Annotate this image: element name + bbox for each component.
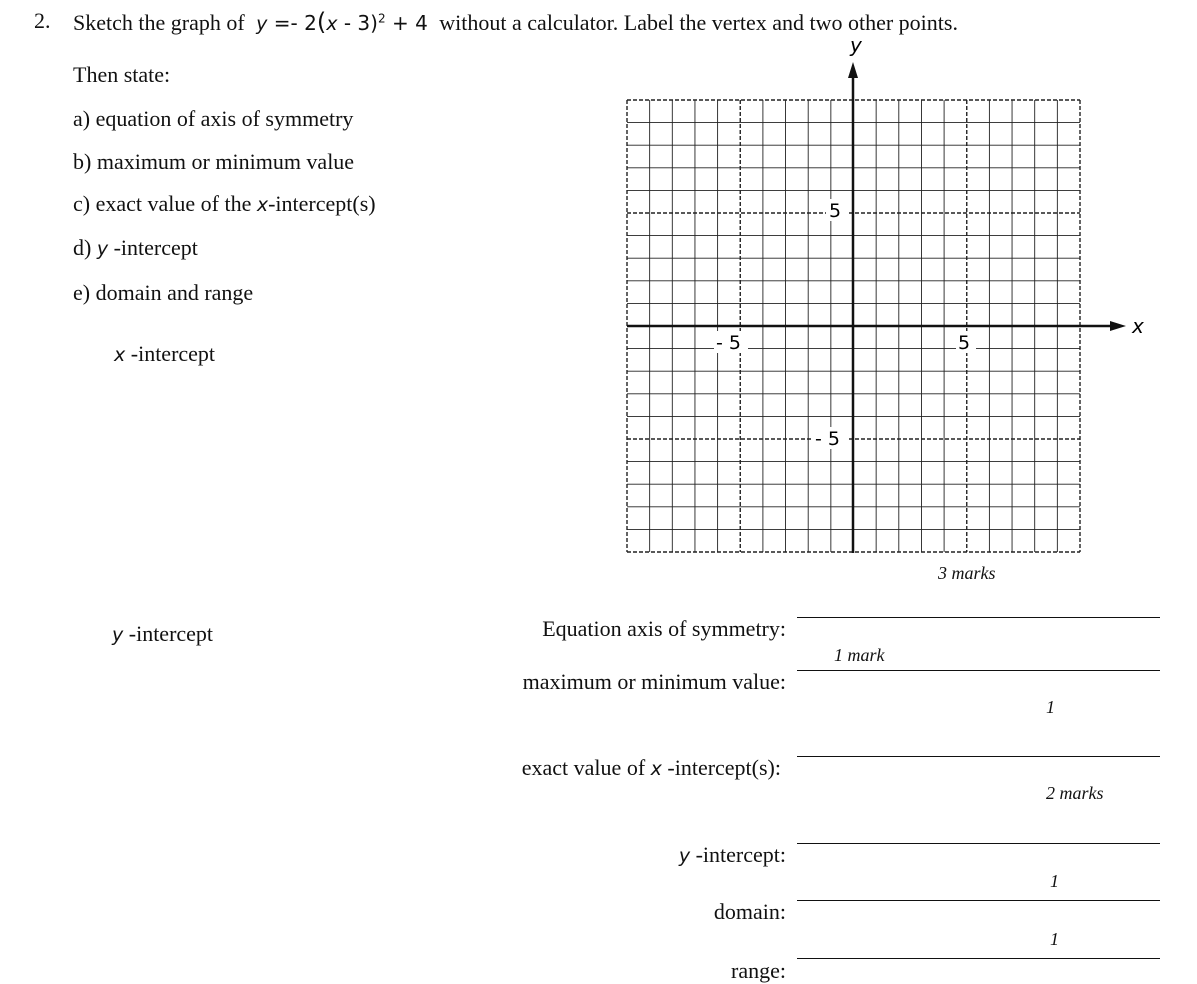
question-lead: Sketch the graph of bbox=[73, 10, 245, 35]
axis-symmetry-marks: 1 mark bbox=[834, 645, 885, 665]
item-c-post: -intercept(s) bbox=[268, 191, 376, 216]
axis-symmetry-label: Equation axis of symmetry: bbox=[542, 616, 786, 641]
item-d-post: -intercept bbox=[113, 235, 198, 260]
item-c-pre: c) exact value of the bbox=[73, 191, 252, 216]
y-axis-label: y bbox=[850, 33, 862, 57]
eq-exp: 2 bbox=[377, 11, 386, 26]
question-tail: without a calculator. Label the vertex and two other points. bbox=[439, 10, 958, 35]
item-d-var: y bbox=[96, 238, 109, 260]
work-y-var: y bbox=[112, 624, 124, 646]
graph-marks: 3 marks bbox=[938, 563, 996, 583]
y-intercept-var: y bbox=[678, 845, 691, 867]
x-intercepts-label bbox=[441, 755, 781, 781]
item-a: a) equation of axis of symmetry bbox=[73, 106, 354, 131]
x-intercepts-answer-line[interactable] bbox=[797, 756, 1160, 757]
maxmin-answer-line[interactable] bbox=[797, 670, 1160, 671]
x-intercepts-marks: 2 marks bbox=[1046, 783, 1104, 803]
eq-x: x bbox=[326, 13, 338, 35]
work-y-label: -intercept bbox=[128, 621, 214, 646]
axis-symmetry-answer-line[interactable] bbox=[797, 617, 1160, 618]
item-e: e) domain and range bbox=[73, 280, 254, 305]
tick-neg5-y: - 5 bbox=[815, 428, 840, 450]
work-x-intercept bbox=[114, 341, 215, 367]
question-number: 2. bbox=[34, 8, 51, 33]
domain-answer-line[interactable] bbox=[797, 900, 1160, 901]
range-label: range: bbox=[731, 958, 786, 983]
domain-marks: 1 bbox=[1050, 929, 1059, 949]
item-c-var: x bbox=[256, 194, 269, 216]
x-intercepts-post: -intercept(s): bbox=[667, 755, 781, 780]
maxmin-label: maximum or minimum value: bbox=[522, 669, 786, 694]
eq-paren-close: ) bbox=[370, 11, 378, 35]
range-answer-line[interactable] bbox=[797, 958, 1160, 959]
eq-eq: =- 2 bbox=[273, 11, 317, 35]
tick-neg5-x: - 5 bbox=[716, 332, 741, 354]
work-y-intercept bbox=[112, 621, 213, 647]
x-intercepts-pre: exact value of bbox=[521, 755, 646, 780]
item-c bbox=[73, 191, 376, 217]
eq-paren-open: ( bbox=[316, 8, 327, 36]
x-axis-arrow bbox=[1110, 321, 1126, 331]
work-x-var: x bbox=[114, 344, 126, 366]
then-state: Then state: bbox=[73, 62, 171, 87]
item-d bbox=[73, 235, 198, 261]
tick-pos5-x: 5 bbox=[958, 332, 971, 354]
y-intercept-answer-line[interactable] bbox=[797, 843, 1160, 844]
x-intercepts-var: x bbox=[650, 758, 662, 780]
y-axis-arrow bbox=[848, 62, 858, 78]
eq-minus3: - 3 bbox=[343, 11, 371, 35]
y-intercept-post: -intercept: bbox=[695, 842, 786, 867]
question-equation bbox=[256, 8, 428, 36]
domain-label: domain: bbox=[713, 899, 786, 924]
y-intercept-label bbox=[446, 842, 786, 868]
x-axis-label: x bbox=[1132, 314, 1144, 338]
item-d-pre: d) bbox=[73, 235, 92, 260]
eq-plus4: + 4 bbox=[391, 11, 428, 35]
y-intercept-marks: 1 bbox=[1050, 871, 1059, 891]
item-b: b) maximum or minimum value bbox=[73, 149, 355, 174]
work-x-label: -intercept bbox=[130, 341, 216, 366]
eq-y: y bbox=[256, 13, 268, 35]
tick-pos5-y: 5 bbox=[829, 200, 842, 222]
maxmin-marks: 1 bbox=[1046, 697, 1055, 717]
coordinate-grid[interactable] bbox=[600, 30, 1160, 575]
